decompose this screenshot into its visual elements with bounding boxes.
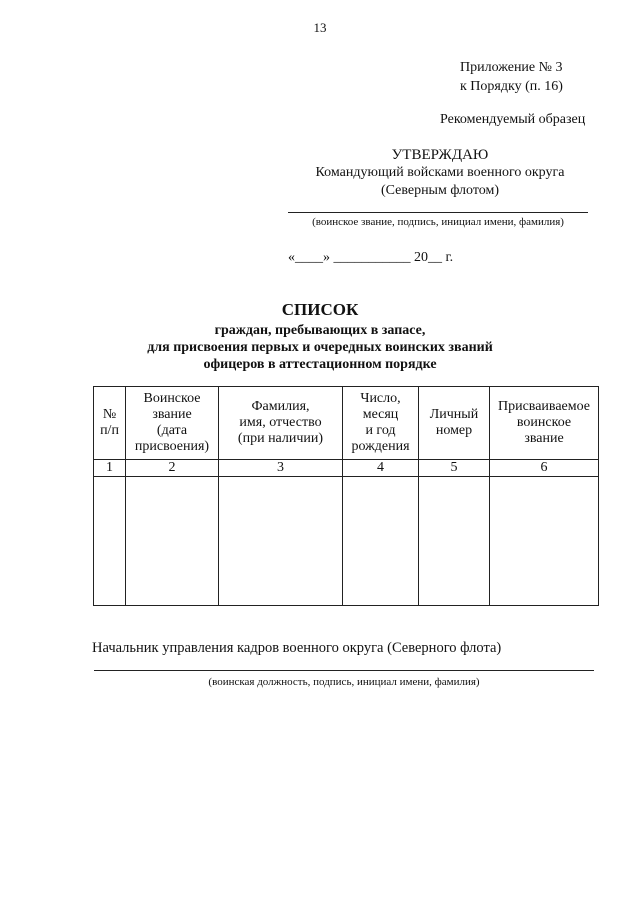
header-cell-birth-date: Число, месяц и год рождения <box>343 387 419 460</box>
empty-cell <box>219 477 343 606</box>
document-subtitle-line-1: граждан, пребывающих в запасе, <box>214 323 426 338</box>
empty-cell <box>419 477 490 606</box>
header-cell-rank: Воинское звание (дата присвоения) <box>126 387 219 460</box>
appendix-block <box>460 58 563 96</box>
header-cell-personal-number: Личный номер <box>419 387 490 460</box>
table-header-row <box>94 387 599 460</box>
approval-signature-line <box>288 212 588 213</box>
approval-block <box>290 146 590 200</box>
header-cell-assigned-rank: Присваиваемое воинское звание <box>490 387 599 460</box>
header-cell-full-name: Фамилия, имя, отчество (при наличии) <box>219 387 343 460</box>
citizens-list-table <box>93 386 599 606</box>
column-number-cell: 4 <box>343 460 419 477</box>
approval-line-2: (Северным флотом) <box>380 183 500 198</box>
column-number-cell: 6 <box>490 460 599 477</box>
footer-signature-line <box>94 670 594 671</box>
empty-cell <box>94 477 126 606</box>
header-cell-number: № п/п <box>94 387 126 460</box>
table-column-numbers-row <box>94 460 599 477</box>
document-subtitle <box>80 322 560 373</box>
table-empty-row <box>94 477 599 606</box>
approval-line-1: Командующий войсками военного округа <box>315 165 565 180</box>
approval-date: «____» ___________ 20__ г. <box>288 250 454 265</box>
column-number-cell: 5 <box>419 460 490 477</box>
column-number-cell: 1 <box>94 460 126 477</box>
footer-signature-caption: (воинская должность, подпись, инициал имени, фамилия) <box>208 676 480 688</box>
column-number-cell: 2 <box>126 460 219 477</box>
approval-title: УТВЕРЖДАЮ <box>391 147 489 163</box>
document-title: СПИСОК <box>281 300 359 319</box>
empty-cell <box>490 477 599 606</box>
approval-signature-caption: (воинское звание, подпись, инициал имени, фамилия) <box>312 216 564 228</box>
page-number: 13 <box>313 20 327 35</box>
empty-cell <box>126 477 219 606</box>
column-number-cell: 3 <box>219 460 343 477</box>
empty-cell <box>343 477 419 606</box>
appendix-line-1: Приложение № 3 <box>460 60 563 75</box>
document-subtitle-line-3: офицеров в аттестационном порядке <box>203 357 437 372</box>
recommended-sample-label: Рекомендуемый образец <box>440 112 586 127</box>
appendix-line-2: к Порядку (п. 16) <box>460 79 563 94</box>
document-subtitle-line-2: для присвоения первых и очередных воинских званий <box>147 340 493 355</box>
footer-signatory-title: Начальник управления кадров военного округа (Северного флота) <box>92 640 502 656</box>
